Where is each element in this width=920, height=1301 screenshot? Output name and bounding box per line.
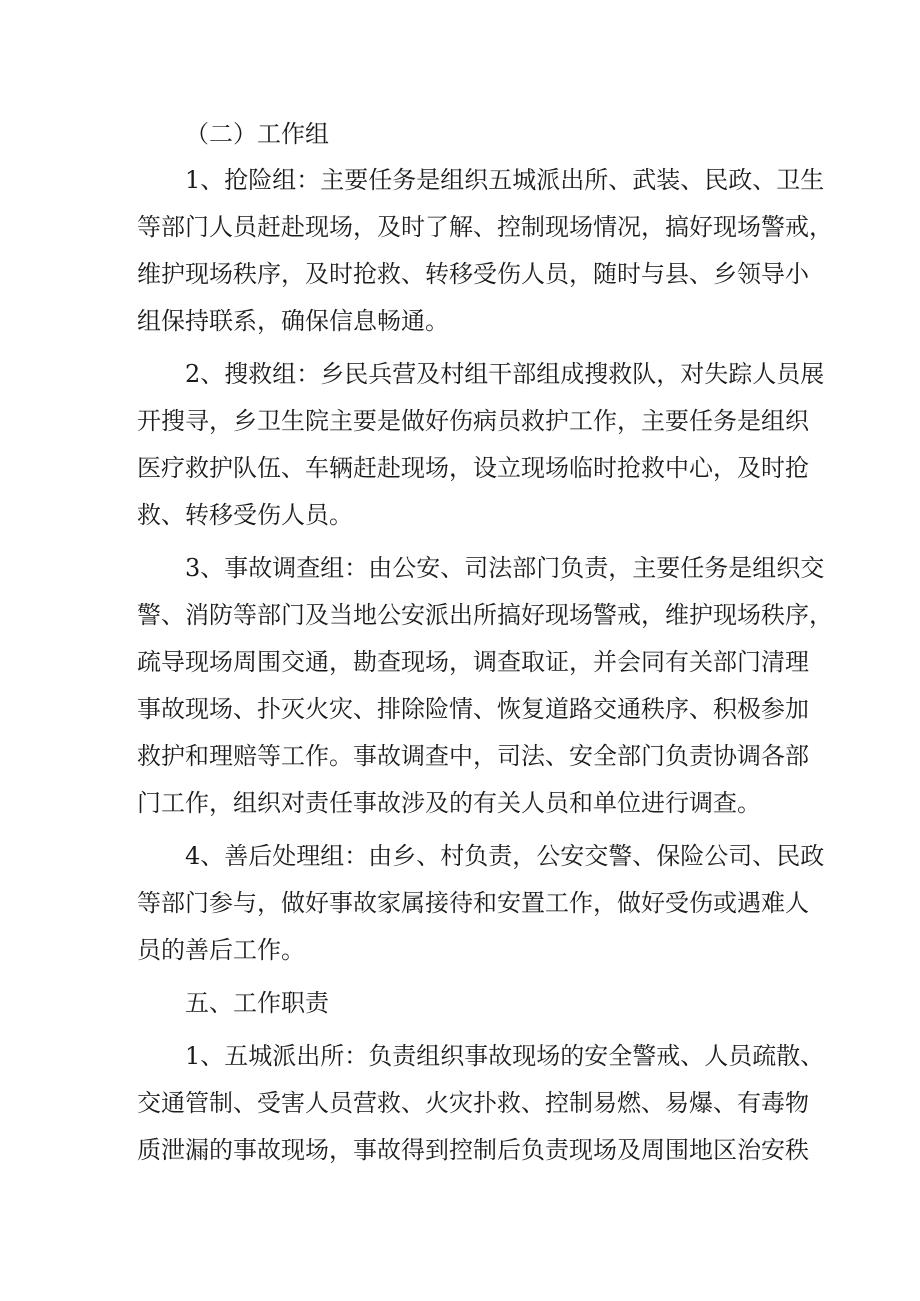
text-line: 1、五城派出所：负责组织事故现场的安全警戒、人员疏散、 <box>185 1042 825 1070</box>
text-line: 开搜寻，乡卫生院主要是做好伤病员救护工作，主要任务是组织 <box>137 407 809 435</box>
text-line: 交通管制、受害人员营救、火灾扑救、控制易燃、易爆、有毒物 <box>137 1089 809 1117</box>
text-line: 3、事故调查组：由公安、司法部门负责，主要任务是组织交 <box>185 554 825 582</box>
text-line: 疏导现场周围交通，勘查现场，调查取证，并会同有关部门清理 <box>137 648 809 676</box>
text-line: 1、抢险组：主要任务是组织五城派出所、武装、民政、卫生 <box>185 166 825 194</box>
text-line: 2、搜救组：乡民兵营及村组干部组成搜救队，对失踪人员展 <box>185 360 825 388</box>
text-line: 4、善后处理组：由乡、村负责，公安交警、保险公司、民政 <box>185 842 825 870</box>
text-line: 救护和理赔等工作。事故调查中，司法、安全部门负责协调各部 <box>137 742 809 770</box>
text-line: 组保持联系，确保信息畅通。 <box>137 307 449 335</box>
text-line: 质泄漏的事故现场，事故得到控制后负责现场及周围地区治安秩 <box>137 1136 809 1164</box>
text-line: 警、消防等部门及当地公安派出所搞好现场警戒，维护现场秩序， <box>137 601 833 629</box>
text-line: 等部门人员赶赴现场，及时了解、控制现场情况，搞好现场警戒， <box>137 213 833 241</box>
text-line: 医疗救护队伍、车辆赶赴现场，设立现场临时抢救中心，及时抢 <box>137 454 809 482</box>
text-line: 员的善后工作。 <box>137 936 305 964</box>
text-line: 维护现场秩序，及时抢救、转移受伤人员，随时与县、乡领导小 <box>137 260 809 288</box>
text-line: 事故现场、扑灭火灾、排除险情、恢复道路交通秩序、积极参加 <box>137 695 809 723</box>
text-line: 救、转移受伤人员。 <box>137 501 353 529</box>
text-line: 等部门参与，做好事故家属接待和安置工作，做好受伤或遇难人 <box>137 889 809 917</box>
text-line: 门工作，组织对责任事故涉及的有关人员和单位进行调查。 <box>137 789 761 817</box>
text-line: 五、工作职责 <box>185 989 329 1017</box>
text-line: （二）工作组 <box>185 120 329 148</box>
